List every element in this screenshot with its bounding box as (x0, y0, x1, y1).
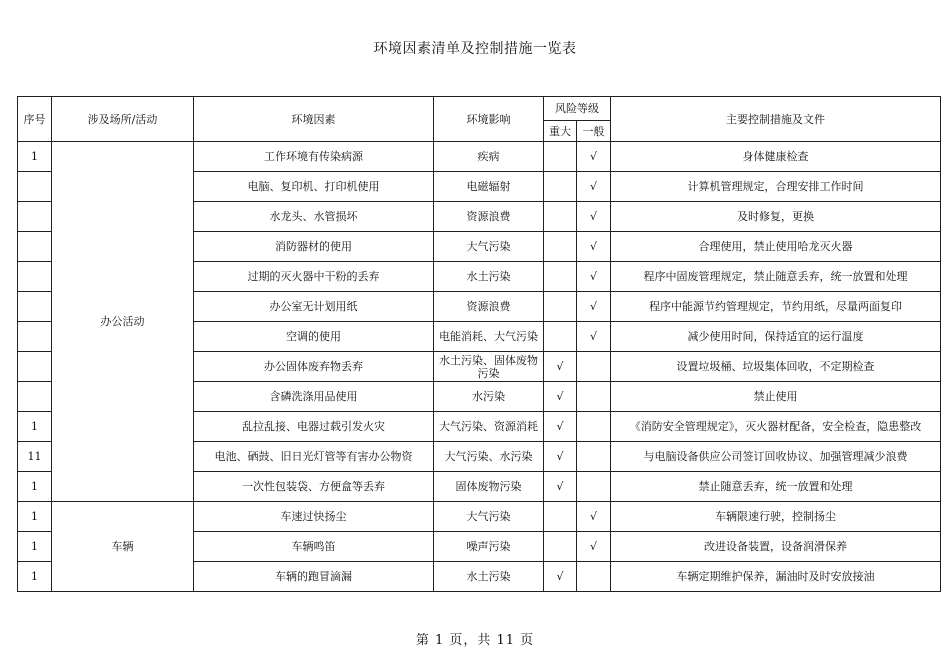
header-factor: 环境因素 (194, 97, 434, 142)
cell-major (544, 142, 577, 172)
cell-measure: 程序中能源节约管理规定，节约用纸，尽量两面复印 (611, 292, 941, 322)
cell-measure: 合理使用，禁止使用哈龙灭火器 (611, 232, 941, 262)
cell-factor: 办公室无计划用纸 (194, 292, 434, 322)
cell-measure: 程序中固废管理规定，禁止随意丢弃，统一放置和处理 (611, 262, 941, 292)
cell-major (544, 262, 577, 292)
cell-impact: 资源浪费 (434, 292, 544, 322)
cell-factor: 消防器材的使用 (194, 232, 434, 262)
cell-general (577, 382, 611, 412)
cell-factor: 水龙头、水管损坏 (194, 202, 434, 232)
cell-impact: 电磁辐射 (434, 172, 544, 202)
cell-impact: 水土污染、固体废物污染 (434, 352, 544, 382)
cell-general (577, 412, 611, 442)
cell-general: √ (577, 142, 611, 172)
page-footer: 第 1 页，共 11 页 (415, 633, 535, 648)
cell-general (577, 472, 611, 502)
cell-general: √ (577, 322, 611, 352)
cell-factor: 车辆鸣笛 (194, 532, 434, 562)
cell-major (544, 322, 577, 352)
cell-seq (18, 292, 52, 322)
cell-factor: 办公固体废弃物丢弃 (194, 352, 434, 382)
cell-measure: 计算机管理规定，合理安排工作时间 (611, 172, 941, 202)
cell-major: √ (544, 382, 577, 412)
cell-seq (18, 232, 52, 262)
cell-measure: 身体健康检查 (611, 142, 941, 172)
cell-impact: 资源浪费 (434, 202, 544, 232)
cell-impact: 大气污染、水污染 (434, 442, 544, 472)
cell-measure: 与电脑设备供应公司签订回收协议、加强管理减少浪费 (611, 442, 941, 472)
cell-impact: 大气污染 (434, 502, 544, 532)
header-major: 重大 (544, 121, 577, 142)
cell-general: √ (577, 202, 611, 232)
cell-impact: 水土污染 (434, 562, 544, 592)
cell-measure: 车辆定期维护保养，漏油时及时安放接油 (611, 562, 941, 592)
header-impact: 环境影响 (434, 97, 544, 142)
cell-place: 办公活动 (52, 142, 194, 502)
cell-factor: 车速过快扬尘 (194, 502, 434, 532)
table-row (18, 142, 941, 172)
cell-seq (18, 202, 52, 232)
cell-impact: 噪声污染 (434, 532, 544, 562)
cell-seq: 1 (18, 142, 52, 172)
cell-measure: 禁止使用 (611, 382, 941, 412)
cell-measure: 减少使用时间，保持适宜的运行温度 (611, 322, 941, 352)
cell-seq (18, 352, 52, 382)
cell-impact: 电能消耗、大气污染 (434, 322, 544, 352)
cell-major: √ (544, 562, 577, 592)
header-place: 涉及场所/活动 (52, 97, 194, 142)
cell-major (544, 502, 577, 532)
cell-major (544, 532, 577, 562)
cell-factor: 乱拉乱接、电器过载引发火灾 (194, 412, 434, 442)
cell-impact: 大气污染 (434, 232, 544, 262)
cell-seq: 1 (18, 412, 52, 442)
header-seq: 序号 (18, 97, 52, 142)
cell-impact: 固体废物污染 (434, 472, 544, 502)
cell-factor: 电池、硒鼓、旧日光灯管等有害办公物资 (194, 442, 434, 472)
cell-factor: 一次性包装袋、方便盒等丢弃 (194, 472, 434, 502)
cell-measure: 设置垃圾桶、垃圾集体回收，不定期检查 (611, 352, 941, 382)
cell-factor: 含磷洗涤用品使用 (194, 382, 434, 412)
cell-major (544, 202, 577, 232)
cell-general: √ (577, 502, 611, 532)
header-measures: 主要控制措施及文件 (611, 97, 941, 142)
cell-seq: 1 (18, 472, 52, 502)
cell-factor: 电脑、复印机、打印机使用 (194, 172, 434, 202)
cell-measure: 禁止随意丢弃，统一放置和处理 (611, 472, 941, 502)
cell-general (577, 562, 611, 592)
environment-factors-table (17, 96, 941, 592)
cell-major (544, 232, 577, 262)
cell-seq (18, 172, 52, 202)
cell-major (544, 172, 577, 202)
cell-seq: 1 (18, 502, 52, 532)
header-general: 一般 (577, 121, 611, 142)
cell-general: √ (577, 532, 611, 562)
cell-seq: 1 (18, 532, 52, 562)
cell-place: 车辆 (52, 502, 194, 592)
cell-general (577, 442, 611, 472)
cell-general: √ (577, 292, 611, 322)
table-row (18, 502, 941, 532)
cell-measure: 《消防安全管理规定》，灭火器材配备，安全检查，隐患整改 (611, 412, 941, 442)
cell-general (577, 352, 611, 382)
cell-impact: 水土污染 (434, 262, 544, 292)
cell-seq (18, 322, 52, 352)
cell-measure: 改进设备装置，设备润滑保养 (611, 532, 941, 562)
cell-factor: 工作环境有传染病源 (194, 142, 434, 172)
cell-impact: 大气污染、资源消耗 (434, 412, 544, 442)
cell-major: √ (544, 352, 577, 382)
cell-impact: 疾病 (434, 142, 544, 172)
cell-measure: 及时修复，更换 (611, 202, 941, 232)
cell-seq: 11 (18, 442, 52, 472)
page-title: 环境因素清单及控制措施一览表 (373, 41, 577, 57)
cell-general: √ (577, 172, 611, 202)
cell-major: √ (544, 412, 577, 442)
cell-seq (18, 262, 52, 292)
cell-impact: 水污染 (434, 382, 544, 412)
cell-general: √ (577, 262, 611, 292)
cell-major (544, 292, 577, 322)
cell-general: √ (577, 232, 611, 262)
cell-factor: 过期的灭火器中干粉的丢弃 (194, 262, 434, 292)
cell-seq (18, 382, 52, 412)
cell-seq: 1 (18, 562, 52, 592)
cell-measure: 车辆限速行驶，控制扬尘 (611, 502, 941, 532)
cell-factor: 空调的使用 (194, 322, 434, 352)
header-risk-level: 风险等级 (544, 97, 611, 121)
cell-factor: 车辆的跑冒滴漏 (194, 562, 434, 592)
cell-major: √ (544, 472, 577, 502)
cell-major: √ (544, 442, 577, 472)
